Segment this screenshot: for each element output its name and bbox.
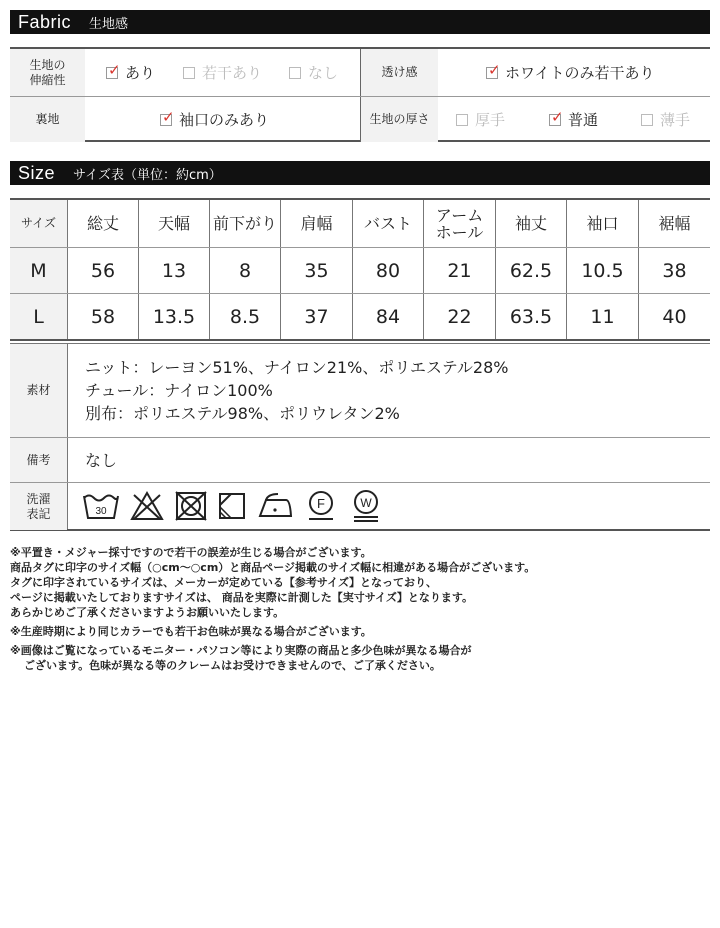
material-line: ニット：レーヨン51%、ナイロン21%、ポリエステル28%: [85, 358, 509, 377]
checkbox-icon: [289, 67, 301, 79]
svg-text:W: W: [360, 496, 372, 510]
note-line: ※平置き・メジャー採寸ですので若干の誤差が生じる場合がございます。: [10, 546, 372, 559]
table-cell: 80: [375, 259, 401, 282]
note-line: 商品タグに印字のサイズ幅（○cm〜○cm）と商品ページ掲載のサイズ幅に相違がある場合がございます。: [10, 561, 536, 574]
table-cell: 40: [662, 305, 687, 328]
size-table: [10, 198, 710, 341]
stretch-option-none: なし: [289, 49, 338, 96]
no-tumble-dry-icon: [174, 490, 208, 522]
notes: [10, 545, 535, 673]
note-line: あらかじめご了承くださいますようお願いいたします。: [10, 606, 285, 619]
checkbox-icon: [456, 114, 468, 126]
total-length-header: 総丈: [86, 214, 119, 233]
hem-width-header: 裾幅: [658, 214, 691, 233]
stretch-option-yes: ✓ あり: [108, 60, 156, 82]
divider: [10, 437, 710, 438]
table-cell: 10.5: [581, 259, 624, 282]
size-col-header: サイズ: [20, 216, 57, 230]
svg-text:F: F: [317, 496, 325, 511]
table-cell: 62.5: [509, 259, 553, 282]
table-cell: 8: [238, 259, 252, 282]
stretch-label: 生地の 伸縮性: [10, 49, 85, 96]
table-cell: 56: [90, 259, 116, 282]
size-title: Size: [18, 162, 56, 183]
sheer-option: ✓ ホワイトのみ若干あり: [488, 60, 655, 82]
table-cell: 8.5: [229, 305, 261, 328]
note-line: タグに印字されているサイズは、メーカーが定めている【参考サイズ】となっており、: [10, 576, 438, 589]
material-line: チュール：ナイロン100%: [85, 381, 273, 400]
wash-30-icon: [82, 490, 120, 522]
thickness-option-normal: ✓ 普通: [551, 107, 599, 129]
info-table: [10, 343, 710, 531]
wet-clean-w-icon: [348, 490, 384, 524]
lining-option: ✓ 袖口のみあり: [162, 107, 270, 129]
cuff-header: 袖口: [586, 214, 619, 233]
size-section-header: [10, 161, 710, 185]
lining-label: 裏地: [10, 97, 85, 142]
table-cell: 38: [662, 259, 687, 282]
material-label: 素材: [10, 344, 67, 437]
fabric-section-header: [10, 10, 710, 34]
dry-clean-f-icon: [303, 490, 339, 522]
material-line: 別布：ポリエステル98%、ポリウレタン2%: [85, 404, 400, 423]
front-drop-header: 前下がり: [212, 214, 277, 233]
table-cell: 58: [90, 305, 116, 328]
fabric-row-1: [10, 49, 710, 97]
svg-text:30: 30: [95, 506, 107, 517]
checkbox-icon: ✓: [488, 60, 501, 79]
fabric-title: Fabric: [18, 11, 72, 32]
table-cell: 13.5: [152, 305, 196, 328]
table-cell: 13: [161, 259, 187, 282]
thickness-label: 生地の厚さ: [361, 97, 438, 142]
fabric-row-2: [10, 97, 710, 142]
care-label: 洗濯 表記: [10, 483, 67, 530]
neck-width-header: 天幅: [157, 214, 190, 233]
thickness-option-thick: 厚手: [456, 97, 505, 142]
checkbox-icon: [183, 67, 195, 79]
checkbox-icon: ✓: [108, 60, 121, 79]
fabric-subtitle: 生地感: [89, 16, 129, 32]
remarks-label: 備考: [10, 438, 67, 482]
stretch-option-slight: 若干あり: [183, 49, 262, 96]
checkbox-icon: ✓: [551, 107, 564, 126]
table-cell: 84: [375, 305, 401, 328]
checkbox-icon: ✓: [162, 107, 175, 126]
table-cell: 37: [304, 305, 329, 328]
shoulder-width-header: 肩幅: [300, 214, 333, 233]
table-cell: 11: [590, 305, 615, 328]
table-cell: 21: [447, 259, 472, 282]
sleeve-length-header: 袖丈: [514, 214, 547, 233]
note-line: ※生産時期により同じカラーでも若干お色味が異なる場合がございます。: [10, 625, 372, 638]
divider: [10, 482, 710, 483]
size-subtitle: サイズ表（単位：約cm）: [73, 167, 222, 183]
note-line: ページに掲載いたしておりますサイズは、 商品を実際に計測した【実寸サイズ】となります。: [10, 591, 473, 604]
iron-low-icon: [256, 490, 294, 522]
note-line: ございます。色味が異なる等のクレームはお受けできませんので、ご了承ください。: [24, 659, 441, 672]
no-bleach-icon: [129, 490, 165, 522]
armhole-header: アーム ホール: [435, 205, 484, 242]
table-cell: 63.5: [509, 305, 553, 328]
sheer-label: 透け感: [361, 49, 438, 96]
size-row-label: M: [30, 259, 47, 282]
checkbox-icon: [641, 114, 653, 126]
bust-header: バスト: [363, 214, 412, 233]
fabric-table: [10, 47, 710, 142]
thickness-option-thin: 薄手: [641, 97, 690, 142]
note-line: ※画像はご覧になっているモニター・パソコン等により実際の商品と多少色味が異なる場合が: [10, 644, 472, 657]
size-row-label: L: [33, 305, 44, 328]
table-cell: 35: [304, 259, 329, 282]
table-cell: 22: [447, 305, 472, 328]
remarks-text: なし: [85, 451, 118, 470]
care-icons: [82, 490, 384, 524]
line-dry-shade-icon: [217, 490, 247, 522]
